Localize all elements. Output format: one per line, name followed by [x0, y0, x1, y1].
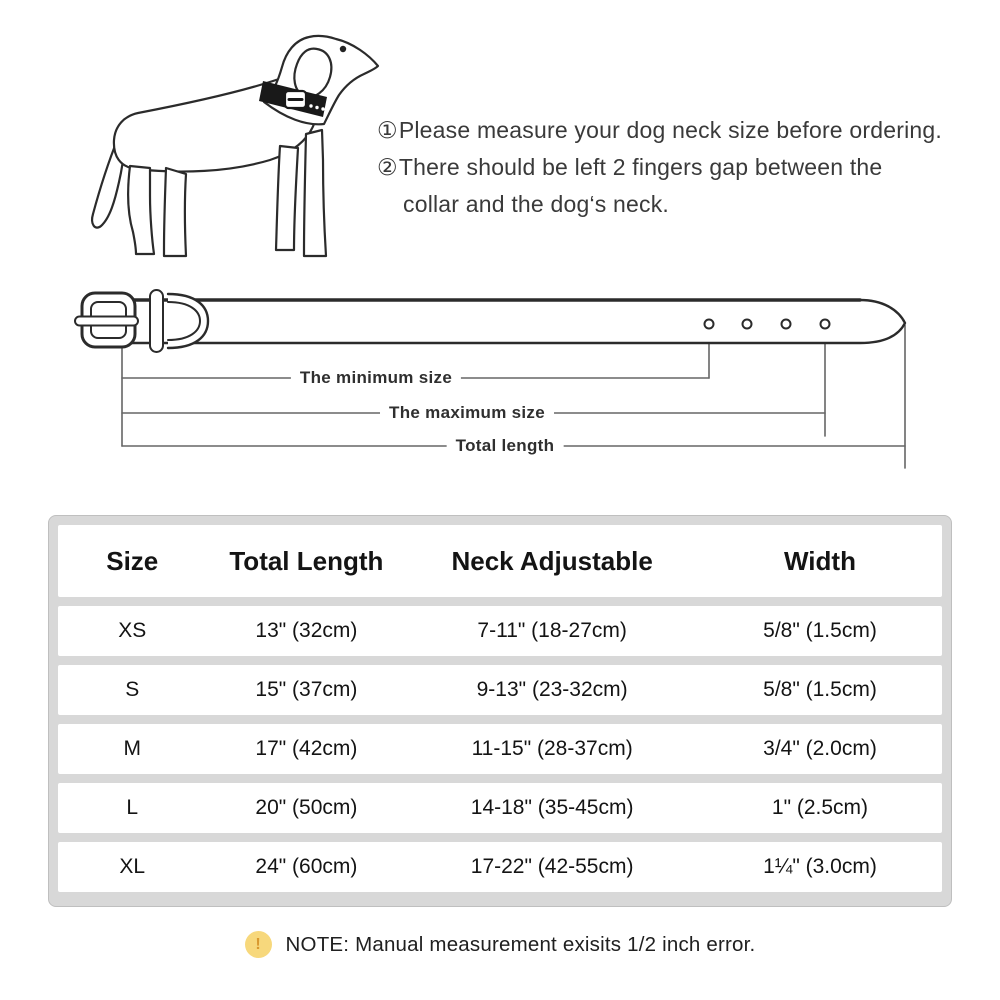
total-length-label: Total length [447, 436, 564, 456]
maximum-size-label: The maximum size [380, 403, 554, 423]
cell-width: 1" (2.5cm) [771, 796, 869, 819]
cell-size: S [125, 678, 140, 701]
dog-hind-leg-far [128, 166, 154, 254]
circled-1-icon: ① [377, 117, 398, 143]
dog-illustration [80, 20, 400, 270]
cell-total-length: 13" (32cm) [255, 619, 358, 642]
note-text: NOTE: Manual measurement exisits 1/2 inch error. [285, 932, 756, 956]
cell-total-length: 15" (37cm) [255, 678, 358, 701]
table-row-xl [58, 842, 942, 892]
measuring-instructions [377, 112, 952, 223]
instruction-2-text: There should be left 2 fingers gap between the [398, 154, 883, 180]
instruction-2 [377, 149, 952, 186]
dog-front-leg-far [276, 146, 298, 250]
cell-total-length: 17" (42cm) [255, 737, 358, 760]
collar-hole-dot [309, 104, 312, 107]
cell-width: 3/4" (2.0cm) [763, 737, 877, 760]
strap-keeper [150, 290, 163, 352]
cell-neck-adjustable: 7-11" (18-27cm) [477, 619, 627, 642]
header-total-length: Total Length [229, 545, 384, 576]
note [0, 931, 1000, 958]
header-width: Width [784, 545, 856, 576]
collar-hole-dot [321, 107, 324, 110]
table-row-l [58, 783, 942, 833]
instruction-2-continued: collar and the dog‘s neck. [403, 191, 670, 217]
table-row-s [58, 665, 942, 715]
instruction-1-text: Please measure your dog neck size before ordering. [398, 117, 942, 143]
cell-width: 5/8" (1.5cm) [763, 678, 877, 701]
cell-size: XL [119, 855, 146, 878]
table-row-m [58, 724, 942, 774]
collar-hole-dot [315, 106, 318, 109]
strap-buckle-prong [75, 317, 138, 326]
cell-size: XS [118, 619, 147, 642]
cell-total-length: 20" (50cm) [255, 796, 358, 819]
cell-size: M [123, 737, 141, 760]
dog-hind-leg-near [164, 168, 186, 256]
cell-neck-adjustable: 11-15" (28-37cm) [471, 737, 633, 760]
size-table [48, 515, 952, 907]
cell-total-length: 24" (60cm) [255, 855, 358, 878]
cell-size: L [126, 796, 139, 819]
header-size: Size [106, 545, 159, 576]
table-row-xs [58, 606, 942, 656]
minimum-size-label: The minimum size [291, 368, 461, 388]
dog-eye [340, 46, 346, 52]
cell-width: 5/8" (1.5cm) [763, 619, 877, 642]
exclamation-icon: ! [245, 931, 272, 958]
cell-neck-adjustable: 14-18" (35-45cm) [470, 796, 634, 819]
dog-front-leg-near [304, 130, 326, 256]
table-header-row [58, 525, 942, 597]
cell-width: 1¼" (3.0cm) [763, 855, 877, 878]
instruction-1 [377, 112, 952, 149]
cell-neck-adjustable: 9-13" (23-32cm) [476, 678, 628, 701]
circled-2-icon: ② [377, 154, 398, 180]
cell-neck-adjustable: 17-22" (42-55cm) [470, 855, 634, 878]
header-neck-adjustable: Neck Adjustable [451, 545, 653, 576]
